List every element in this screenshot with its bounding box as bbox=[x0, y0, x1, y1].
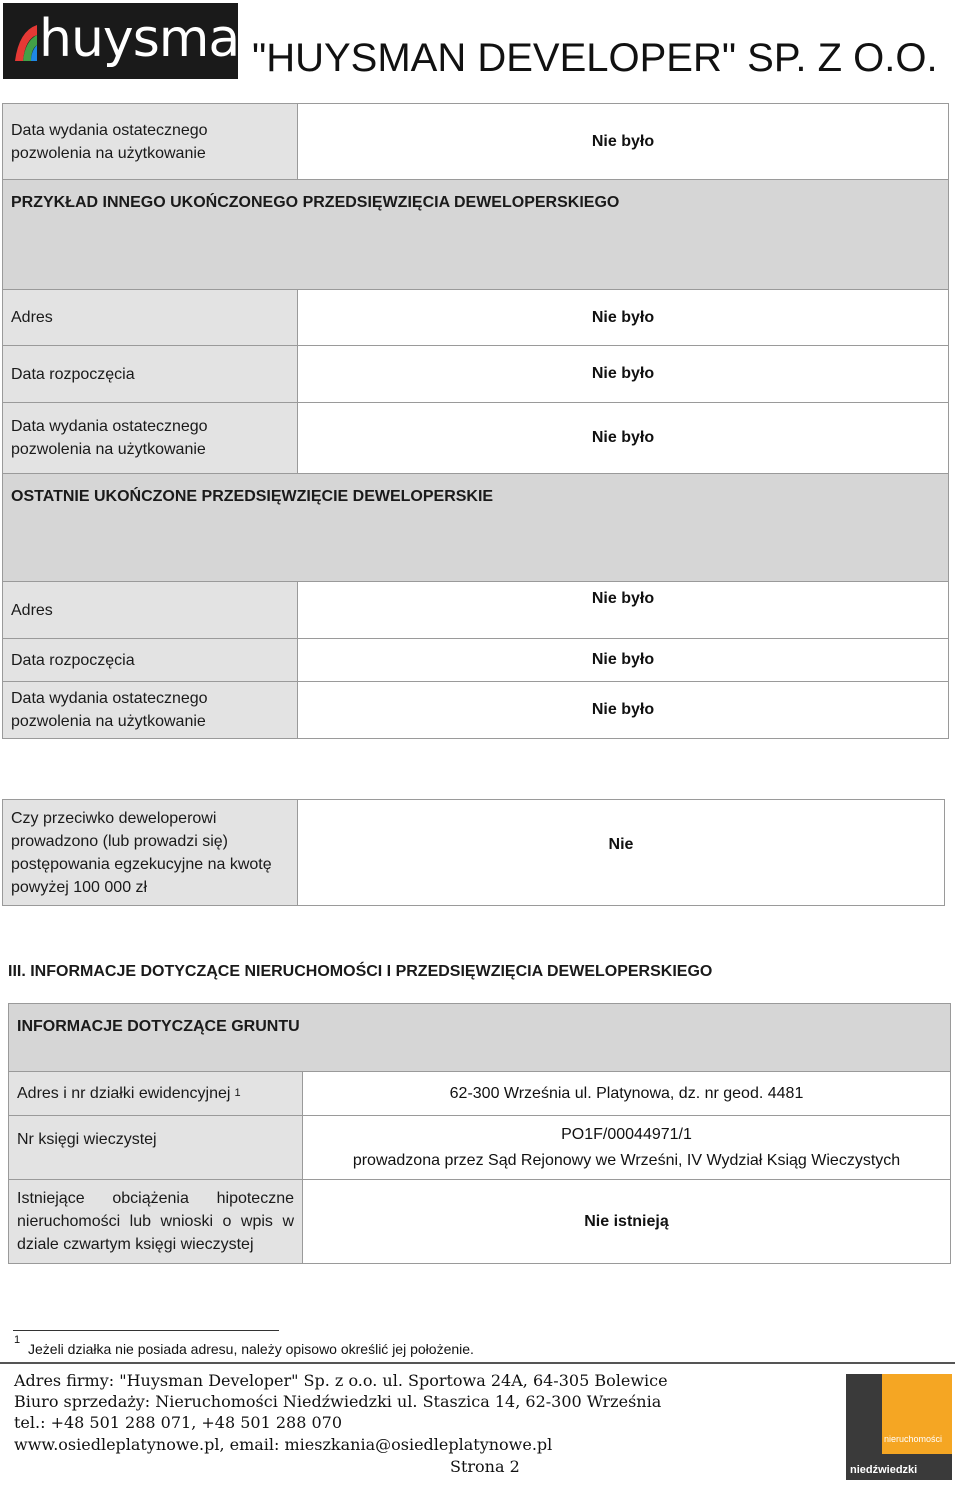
page-number: Strona 2 bbox=[450, 1457, 520, 1476]
label-start-date: Data rozpoczęcia bbox=[2, 345, 298, 403]
label-permit-date: Data wydania ostatecznego pozwolenia na użytkowanie bbox=[2, 402, 298, 474]
value-encumbrances: Nie istnieją bbox=[302, 1179, 951, 1264]
label-land-register: Nr księgi wieczystej bbox=[8, 1115, 303, 1180]
plot-address-label-text: Adres i nr działki ewidencyjnej bbox=[17, 1085, 231, 1102]
label-encumbrances: Istniejące obciążenia hipoteczne nieruchomości lub wnioski o wpis w dziale czwartym księgi wieczystej bbox=[8, 1179, 303, 1264]
section-heading-property: III. INFORMACJE DOTYCZĄCE NIERUCHOMOŚCI I PRZEDSIĘWZIĘCIA DEWELOPERSKIEGO bbox=[8, 963, 713, 980]
footer-web-email: www.osiedleplatynowe.pl, email: mieszkania@osiedleplatynowe.pl bbox=[14, 1435, 553, 1454]
footnote-divider bbox=[13, 1330, 279, 1331]
huysman-logo bbox=[3, 3, 272, 79]
value-permit-date: Nie było bbox=[297, 681, 949, 739]
footnote-text: Jeżeli działka nie posiada adresu, należy opisowo określić jej położenie. bbox=[28, 1341, 474, 1357]
value-address: Nie było bbox=[297, 289, 949, 346]
label-permit-date: Data wydania ostatecznego pozwolenia na użytkowanie bbox=[2, 681, 298, 739]
value-permit-date: Nie było bbox=[297, 103, 949, 180]
footnote-number: 1 bbox=[14, 1334, 21, 1346]
partner-logo-top-text: nieruchomości bbox=[884, 1434, 943, 1444]
section-title-last-project: OSTATNIE UKOŃCZONE PRZEDSIĘWZIĘCIE DEWELOPERSKIE bbox=[2, 473, 949, 582]
label-address: Adres bbox=[2, 581, 298, 639]
partner-logo bbox=[846, 1374, 952, 1480]
subheading-land: INFORMACJE DOTYCZĄCE GRUNTU bbox=[8, 1003, 951, 1072]
value-plot-address: 62-300 Września ul. Platynowa, dz. nr geod. 4481 bbox=[302, 1071, 951, 1116]
company-name: "HUYSMAN DEVELOPER" SP. Z O.O. bbox=[252, 36, 938, 80]
footer-phone: tel.: +48 501 288 071, +48 501 288 070 bbox=[14, 1413, 343, 1432]
value-start-date: Nie było bbox=[297, 345, 949, 403]
land-register-court: prowadzona przez Sąd Rejonowy we Wrześni, IV Wydział Ksiąg Wieczystych bbox=[352, 1152, 901, 1169]
label-start-date: Data rozpoczęcia bbox=[2, 638, 298, 682]
value-permit-date: Nie było bbox=[297, 402, 949, 474]
footnote-ref: 1 bbox=[234, 1087, 241, 1099]
footer-sales-office: Biuro sprzedaży: Nieruchomości Niedźwiedzki ul. Staszica 14, 62-300 Września bbox=[14, 1392, 662, 1411]
section-title-other-project: PRZYKŁAD INNEGO UKOŃCZONEGO PRZEDSIĘWZIĘCIA DEWELOPERSKIEGO bbox=[2, 179, 949, 290]
logo-mark-icon bbox=[11, 21, 41, 63]
label-address: Adres bbox=[2, 289, 298, 346]
label-enforcement: Czy przeciwko deweloperowi prowadzono (lub prowadzi się) postępowania egzekucyjne na kwotę powyżej 100 000 zł bbox=[2, 799, 298, 906]
label-permit-date: Data wydania ostatecznego pozwolenia na użytkowanie bbox=[2, 103, 298, 180]
value-land-register bbox=[302, 1115, 951, 1180]
logo-text: huysman bbox=[39, 9, 272, 69]
land-register-number: PO1F/00044971/1 bbox=[561, 1126, 692, 1143]
value-start-date: Nie było bbox=[297, 638, 949, 682]
footer-divider bbox=[0, 1362, 955, 1364]
footer-company-address: Adres firmy: "Huysman Developer" Sp. z o.o. ul. Sportowa 24A, 64-305 Bolewice bbox=[14, 1371, 668, 1390]
label-plot-address bbox=[8, 1071, 303, 1116]
value-address: Nie było bbox=[297, 581, 949, 639]
value-enforcement: Nie bbox=[297, 799, 945, 906]
partner-logo-bottom-text: niedźwiedzki bbox=[850, 1464, 918, 1476]
